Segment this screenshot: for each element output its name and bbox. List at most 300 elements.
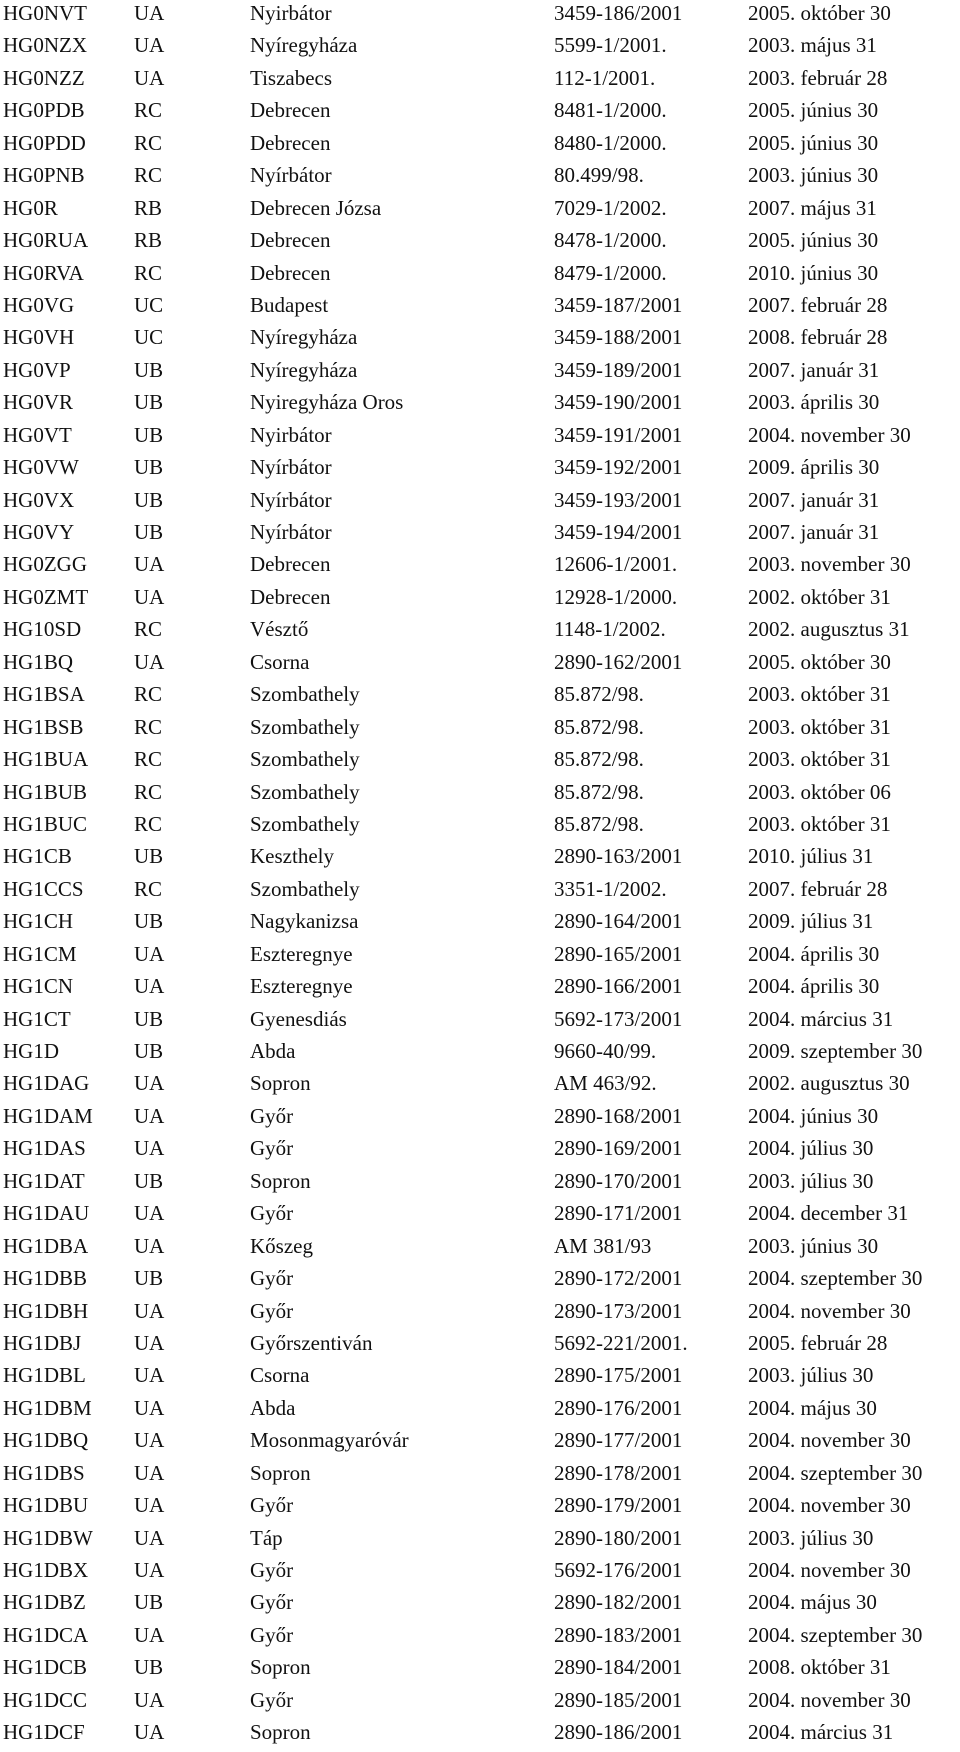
table-row <box>3 746 960 778</box>
license-number-cell: 2890-180/2001 <box>554 1525 683 1550</box>
expiry-date-cell: 2003. október 31 <box>748 682 891 707</box>
city-cell: Csorna <box>250 1363 310 1388</box>
city-cell: Sopron <box>250 1655 311 1680</box>
license-class-cell: UA <box>134 1233 165 1258</box>
license-class-cell: UB <box>134 1655 164 1680</box>
callsign-cell: HG0ZMT <box>3 584 89 609</box>
callsign-cell: HG0PNB <box>3 163 85 188</box>
license-class-cell: UB <box>134 487 164 512</box>
table-row <box>3 1622 960 1654</box>
table-row <box>3 941 960 973</box>
table-row <box>3 324 960 356</box>
callsign-cell: HG1DBX <box>3 1558 89 1582</box>
callsign-cell: HG1D <box>3 1039 59 1063</box>
city-cell: Győr <box>250 1622 294 1647</box>
license-class-cell: RC <box>134 260 163 285</box>
table-row <box>3 1038 960 1070</box>
table-row <box>3 843 960 875</box>
license-class-cell: UB <box>134 1266 164 1291</box>
city-cell: Abda <box>250 1395 296 1420</box>
callsign-cell: HG0VY <box>3 520 75 544</box>
license-class-cell: RC <box>134 98 163 123</box>
expiry-date-cell: 2004. december 31 <box>748 1201 909 1226</box>
callsign-cell: HG1CH <box>3 909 74 934</box>
license-class-cell: RB <box>134 228 163 253</box>
expiry-date-cell: 2004. április 30 <box>748 941 880 966</box>
license-class-cell: RB <box>134 195 163 220</box>
table-row <box>3 195 960 227</box>
table-row <box>3 32 960 64</box>
expiry-date-cell: 2007. január 31 <box>748 357 880 382</box>
callsign-cell: HG1DAS <box>3 1136 86 1161</box>
callsign-cell: HG0PDB <box>3 98 85 123</box>
table-row <box>3 1557 960 1589</box>
license-class-cell: UA <box>134 974 165 999</box>
license-number-cell: 2890-163/2001 <box>554 844 683 869</box>
callsign-cell: HG1BSA <box>3 682 85 707</box>
expiry-date-cell: 2009. szeptember 30 <box>748 1039 923 1063</box>
callsign-cell: HG0VW <box>3 455 79 480</box>
license-class-cell: UB <box>134 1168 164 1193</box>
callsign-cell: HG0R <box>3 195 58 220</box>
table-row <box>3 1525 960 1557</box>
city-cell: Sopron <box>250 1460 311 1485</box>
license-number-cell: 3459-191/2001 <box>554 422 683 447</box>
city-cell: Debrecen <box>250 228 331 253</box>
license-class-cell: UA <box>134 1330 165 1355</box>
city-cell: Budapest <box>250 292 329 317</box>
license-class-cell: UA <box>134 1201 165 1226</box>
city-cell: Sopron <box>250 1168 311 1193</box>
table-row <box>3 162 960 194</box>
license-number-cell: 2890-179/2001 <box>554 1493 683 1518</box>
table-row <box>3 260 960 292</box>
table-row <box>3 1070 960 1102</box>
expiry-date-cell: 2007. január 31 <box>748 487 880 512</box>
callsign-cell: HG1DBQ <box>3 1428 89 1453</box>
expiry-date-cell: 2005. június 30 <box>748 98 879 123</box>
expiry-date-cell: 2003. október 31 <box>748 747 891 772</box>
city-cell: Debrecen <box>250 130 331 155</box>
license-number-cell: 85.872/98. <box>554 714 644 739</box>
expiry-date-cell: 2002. augusztus 31 <box>748 617 910 642</box>
license-number-cell: 3459-194/2001 <box>554 520 683 544</box>
license-number-cell: 8481-1/2000. <box>554 98 667 123</box>
expiry-date-cell: 2004. november 30 <box>748 1558 911 1582</box>
expiry-date-cell: 2005. október 30 <box>748 649 891 674</box>
table-row <box>3 519 960 551</box>
license-number-cell: 1148-1/2002. <box>554 617 666 642</box>
license-class-cell: UA <box>134 1622 165 1647</box>
city-cell: Győr <box>250 1493 294 1518</box>
table-row <box>3 130 960 162</box>
license-class-cell: UA <box>134 584 165 609</box>
license-class-cell: RC <box>134 714 163 739</box>
city-cell: Szombathely <box>250 682 360 707</box>
callsign-cell: HG0RUA <box>3 228 89 253</box>
license-number-cell: 12606-1/2001. <box>554 552 678 577</box>
license-number-cell: 2890-170/2001 <box>554 1168 683 1193</box>
license-number-cell: 8480-1/2000. <box>554 130 667 155</box>
expiry-date-cell: 2010. július 31 <box>748 844 874 869</box>
license-number-cell: 5692-221/2001. <box>554 1330 688 1355</box>
license-number-cell: AM 463/92. <box>554 1071 657 1096</box>
callsign-cell: HG0VG <box>3 292 75 317</box>
license-number-cell: 112-1/2001. <box>554 65 656 90</box>
table-row <box>3 1460 960 1492</box>
license-number-cell: AM 381/93 <box>554 1233 652 1258</box>
license-class-cell: RC <box>134 811 163 836</box>
callsign-cell: HG1DBS <box>3 1460 85 1485</box>
expiry-date-cell: 2004. november 30 <box>748 1493 911 1518</box>
city-cell: Nyíregyháza <box>250 357 358 382</box>
expiry-date-cell: 2004. szeptember 30 <box>748 1266 923 1291</box>
table-row <box>3 487 960 519</box>
city-cell: Nyírbátor <box>250 455 332 480</box>
license-number-cell: 5599-1/2001. <box>554 33 667 58</box>
table-row <box>3 1233 960 1265</box>
license-class-cell: UA <box>134 1493 165 1518</box>
callsign-cell: HG0NZZ <box>3 65 85 90</box>
expiry-date-cell: 2003. február 28 <box>748 65 888 90</box>
license-class-cell: UB <box>134 455 164 480</box>
expiry-date-cell: 2004. szeptember 30 <box>748 1460 923 1485</box>
license-number-cell: 3459-187/2001 <box>554 292 683 317</box>
callsign-cell: HG1DAG <box>3 1071 90 1096</box>
callsign-cell: HG0VH <box>3 325 75 350</box>
license-number-cell: 2890-172/2001 <box>554 1266 683 1291</box>
callsign-cell: HG1BQ <box>3 649 74 674</box>
table-row <box>3 616 960 648</box>
license-number-cell: 2890-166/2001 <box>554 974 683 999</box>
license-number-cell: 2890-175/2001 <box>554 1363 683 1388</box>
callsign-cell: HG0NVT <box>3 1 87 25</box>
city-cell: Nyíregyháza <box>250 33 358 58</box>
expiry-date-cell: 2003. október 31 <box>748 811 891 836</box>
expiry-date-cell: 2004. november 30 <box>748 1428 911 1453</box>
license-number-cell: 2890-168/2001 <box>554 1103 683 1128</box>
license-class-cell: UA <box>134 1298 165 1323</box>
expiry-date-cell: 2004. november 30 <box>748 422 911 447</box>
license-class-cell: RC <box>134 163 163 188</box>
table-row <box>3 1362 960 1394</box>
table-row <box>3 876 960 908</box>
city-cell: Győr <box>250 1687 294 1712</box>
license-class-cell: UA <box>134 1363 165 1388</box>
table-row <box>3 551 960 583</box>
license-number-cell: 2890-186/2001 <box>554 1720 683 1745</box>
table-row <box>3 1654 960 1686</box>
callsign-cell: HG1BSB <box>3 714 84 739</box>
expiry-date-cell: 2003. június 30 <box>748 1233 879 1258</box>
city-cell: Győr <box>250 1266 294 1291</box>
license-class-cell: RC <box>134 682 163 707</box>
callsign-cell: HG1BUC <box>3 811 88 836</box>
callsign-cell: HG1DBJ <box>3 1330 82 1355</box>
license-class-cell: RC <box>134 876 163 901</box>
table-row <box>3 584 960 616</box>
expiry-date-cell: 2007. február 28 <box>748 292 888 317</box>
expiry-date-cell: 2007. május 31 <box>748 195 877 220</box>
city-cell: Debrecen <box>250 552 331 577</box>
callsign-cell: HG10SD <box>3 617 82 642</box>
license-class-cell: RC <box>134 617 163 642</box>
table-row <box>3 1492 960 1524</box>
expiry-date-cell: 2008. február 28 <box>748 325 888 350</box>
expiry-date-cell: 2003. június 30 <box>748 163 879 188</box>
table-row <box>3 1589 960 1621</box>
table-row <box>3 1006 960 1038</box>
expiry-date-cell: 2009. április 30 <box>748 455 880 480</box>
license-class-cell: UA <box>134 1071 165 1096</box>
license-class-cell: UC <box>134 325 164 350</box>
license-class-cell: UB <box>134 357 164 382</box>
callsign-cell: HG1BUA <box>3 747 89 772</box>
table-row <box>3 1330 960 1362</box>
license-number-cell: 2890-165/2001 <box>554 941 683 966</box>
city-cell: Győr <box>250 1103 294 1128</box>
callsign-cell: HG1DBB <box>3 1266 88 1291</box>
table-row <box>3 811 960 843</box>
license-class-cell: UA <box>134 1428 165 1453</box>
callsign-cell: HG0VT <box>3 422 72 447</box>
license-class-cell: UA <box>134 1395 165 1420</box>
license-class-cell: UB <box>134 1006 164 1031</box>
city-cell: Szombathely <box>250 747 360 772</box>
expiry-date-cell: 2007. január 31 <box>748 520 880 544</box>
expiry-date-cell: 2010. június 30 <box>748 260 879 285</box>
license-number-cell: 85.872/98. <box>554 811 644 836</box>
license-class-cell: UA <box>134 1136 165 1161</box>
license-class-cell: UB <box>134 1039 164 1063</box>
table-row <box>3 714 960 746</box>
city-cell: Szombathely <box>250 811 360 836</box>
table-row <box>3 1427 960 1459</box>
city-cell: Sopron <box>250 1071 311 1096</box>
license-number-cell: 2890-164/2001 <box>554 909 683 934</box>
callsign-cell: HG1CN <box>3 974 74 999</box>
table-row <box>3 1168 960 1200</box>
city-cell: Vésztő <box>250 617 309 642</box>
license-number-cell: 3459-192/2001 <box>554 455 683 480</box>
callsign-cell: HG1DBH <box>3 1298 89 1323</box>
table-row <box>3 422 960 454</box>
expiry-date-cell: 2004. április 30 <box>748 974 880 999</box>
table-row <box>3 1265 960 1297</box>
expiry-date-cell: 2002. október 31 <box>748 584 891 609</box>
callsign-cell: HG1DBU <box>3 1493 89 1518</box>
license-number-cell: 85.872/98. <box>554 682 644 707</box>
callsign-cell: HG0RVA <box>3 260 84 285</box>
license-class-cell: UA <box>134 1103 165 1128</box>
license-number-cell: 85.872/98. <box>554 747 644 772</box>
license-number-cell: 7029-1/2002. <box>554 195 667 220</box>
license-number-cell: 85.872/98. <box>554 779 644 804</box>
callsign-cell: HG0PDD <box>3 130 86 155</box>
license-class-cell: RC <box>134 130 163 155</box>
license-number-cell: 3459-190/2001 <box>554 390 683 415</box>
license-class-cell: UB <box>134 422 164 447</box>
city-cell: Gyenesdiás <box>250 1006 347 1031</box>
callsign-cell: HG1CM <box>3 941 77 966</box>
expiry-date-cell: 2005. február 28 <box>748 1330 888 1355</box>
city-cell: Debrecen <box>250 98 331 123</box>
callsign-cell: HG1DCA <box>3 1622 89 1647</box>
callsign-cell: HG0VX <box>3 487 75 512</box>
table-row <box>3 1687 960 1719</box>
license-class-cell: UB <box>134 390 164 415</box>
city-cell: Nyirbátor <box>250 1 332 25</box>
license-class-cell: UB <box>134 909 164 934</box>
callsign-cell: HG1DBW <box>3 1525 93 1550</box>
table-row <box>3 1395 960 1427</box>
expiry-date-cell: 2004. május 30 <box>748 1590 877 1615</box>
license-number-cell: 5692-176/2001 <box>554 1558 683 1582</box>
expiry-date-cell: 2004. szeptember 30 <box>748 1622 923 1647</box>
city-cell: Nyirbátor <box>250 422 332 447</box>
license-class-cell: UA <box>134 1687 165 1712</box>
expiry-date-cell: 2005. június 30 <box>748 130 879 155</box>
city-cell: Keszthely <box>250 844 334 869</box>
table-row <box>3 779 960 811</box>
expiry-date-cell: 2002. augusztus 30 <box>748 1071 910 1096</box>
license-number-cell: 8479-1/2000. <box>554 260 667 285</box>
table-row <box>3 1103 960 1135</box>
city-cell: Győr <box>250 1136 294 1161</box>
license-number-cell: 12928-1/2000. <box>554 584 678 609</box>
expiry-date-cell: 2005. június 30 <box>748 228 879 253</box>
table-row <box>3 649 960 681</box>
callsign-cell: HG0VP <box>3 357 71 382</box>
table-row <box>3 357 960 389</box>
city-cell: Győr <box>250 1590 294 1615</box>
city-cell: Debrecen <box>250 260 331 285</box>
expiry-date-cell: 2003. július 30 <box>748 1168 874 1193</box>
city-cell: Debrecen Józsa <box>250 195 382 220</box>
license-number-cell: 2890-169/2001 <box>554 1136 683 1161</box>
city-cell: Nagykanizsa <box>250 909 359 934</box>
city-cell: Nyírbátor <box>250 163 332 188</box>
city-cell: Csorna <box>250 649 310 674</box>
license-class-cell: UA <box>134 1720 165 1745</box>
license-class-cell: UA <box>134 1525 165 1550</box>
callsign-cell: HG1BUB <box>3 779 88 804</box>
city-cell: Abda <box>250 1039 296 1063</box>
city-cell: Győr <box>250 1558 294 1582</box>
expiry-date-cell: 2004. november 30 <box>748 1687 911 1712</box>
callsign-cell: HG1DAM <box>3 1103 93 1128</box>
expiry-date-cell: 2007. február 28 <box>748 876 888 901</box>
license-class-cell: UA <box>134 941 165 966</box>
license-number-cell: 5692-173/2001 <box>554 1006 683 1031</box>
city-cell: Debrecen <box>250 584 331 609</box>
expiry-date-cell: 2003. május 31 <box>748 33 877 58</box>
city-cell: Szombathely <box>250 876 360 901</box>
license-class-cell: UA <box>134 65 165 90</box>
license-class-cell: UC <box>134 292 164 317</box>
city-cell: Eszteregnye <box>250 974 353 999</box>
license-class-cell: UA <box>134 552 165 577</box>
expiry-date-cell: 2003. október 06 <box>748 779 891 804</box>
expiry-date-cell: 2005. október 30 <box>748 1 891 25</box>
license-number-cell: 2890-177/2001 <box>554 1428 683 1453</box>
table-row <box>3 1298 960 1330</box>
callsign-cell: HG1CB <box>3 844 72 869</box>
city-cell: Táp <box>250 1525 283 1550</box>
table-row <box>3 0 960 32</box>
expiry-date-cell: 2003. november 30 <box>748 552 911 577</box>
city-cell: Győrszentiván <box>250 1330 373 1355</box>
license-class-cell: UB <box>134 1590 164 1615</box>
license-class-cell: UA <box>134 649 165 674</box>
table-row <box>3 973 960 1005</box>
callsign-cell: HG1CT <box>3 1006 71 1031</box>
callsign-cell: HG1DCF <box>3 1720 85 1745</box>
callsign-cell: HG1DBM <box>3 1395 92 1420</box>
callsign-cell: HG1DAT <box>3 1168 85 1193</box>
expiry-date-cell: 2003. október 31 <box>748 714 891 739</box>
callsign-cell: HG0NZX <box>3 33 87 58</box>
expiry-date-cell: 2004. június 30 <box>748 1103 879 1128</box>
callsign-cell: HG1DBZ <box>3 1590 86 1615</box>
city-cell: Nyírbátor <box>250 487 332 512</box>
license-number-cell: 2890-176/2001 <box>554 1395 683 1420</box>
city-cell: Szombathely <box>250 714 360 739</box>
license-number-cell: 8478-1/2000. <box>554 228 667 253</box>
callsign-cell: HG1DCB <box>3 1655 88 1680</box>
table-row <box>3 65 960 97</box>
license-class-cell: RC <box>134 779 163 804</box>
callsign-cell: HG0VR <box>3 390 74 415</box>
license-table <box>3 0 960 1752</box>
city-cell: Sopron <box>250 1720 311 1745</box>
license-class-cell: RC <box>134 747 163 772</box>
city-cell: Mosonmagyaróvár <box>250 1428 409 1453</box>
expiry-date-cell: 2003. július 30 <box>748 1363 874 1388</box>
license-number-cell: 9660-40/99. <box>554 1039 657 1063</box>
table-row <box>3 1135 960 1167</box>
callsign-cell: HG1CCS <box>3 876 84 901</box>
license-number-cell: 2890-185/2001 <box>554 1687 683 1712</box>
table-row <box>3 681 960 713</box>
callsign-cell: HG0ZGG <box>3 552 87 577</box>
license-number-cell: 2890-183/2001 <box>554 1622 683 1647</box>
expiry-date-cell: 2009. július 31 <box>748 909 874 934</box>
license-class-cell: UB <box>134 520 164 544</box>
license-number-cell: 3351-1/2002. <box>554 876 667 901</box>
expiry-date-cell: 2004. március 31 <box>748 1006 894 1031</box>
city-cell: Győr <box>250 1298 294 1323</box>
license-number-cell: 2890-184/2001 <box>554 1655 683 1680</box>
license-number-cell: 2890-178/2001 <box>554 1460 683 1485</box>
city-cell: Nyíregyháza <box>250 325 358 350</box>
city-cell: Tiszabecs <box>250 65 333 90</box>
license-number-cell: 80.499/98. <box>554 163 644 188</box>
city-cell: Nyiregyháza Oros <box>250 390 404 415</box>
license-number-cell: 3459-189/2001 <box>554 357 683 382</box>
city-cell: Szombathely <box>250 779 360 804</box>
expiry-date-cell: 2004. március 31 <box>748 1720 894 1745</box>
table-row <box>3 227 960 259</box>
license-number-cell: 2890-182/2001 <box>554 1590 683 1615</box>
license-class-cell: UA <box>134 1 165 25</box>
license-class-cell: UB <box>134 844 164 869</box>
license-number-cell: 2890-171/2001 <box>554 1201 683 1226</box>
expiry-date-cell: 2004. május 30 <box>748 1395 877 1420</box>
callsign-cell: HG1DBL <box>3 1363 86 1388</box>
license-number-cell: 3459-188/2001 <box>554 325 683 350</box>
table-row <box>3 389 960 421</box>
